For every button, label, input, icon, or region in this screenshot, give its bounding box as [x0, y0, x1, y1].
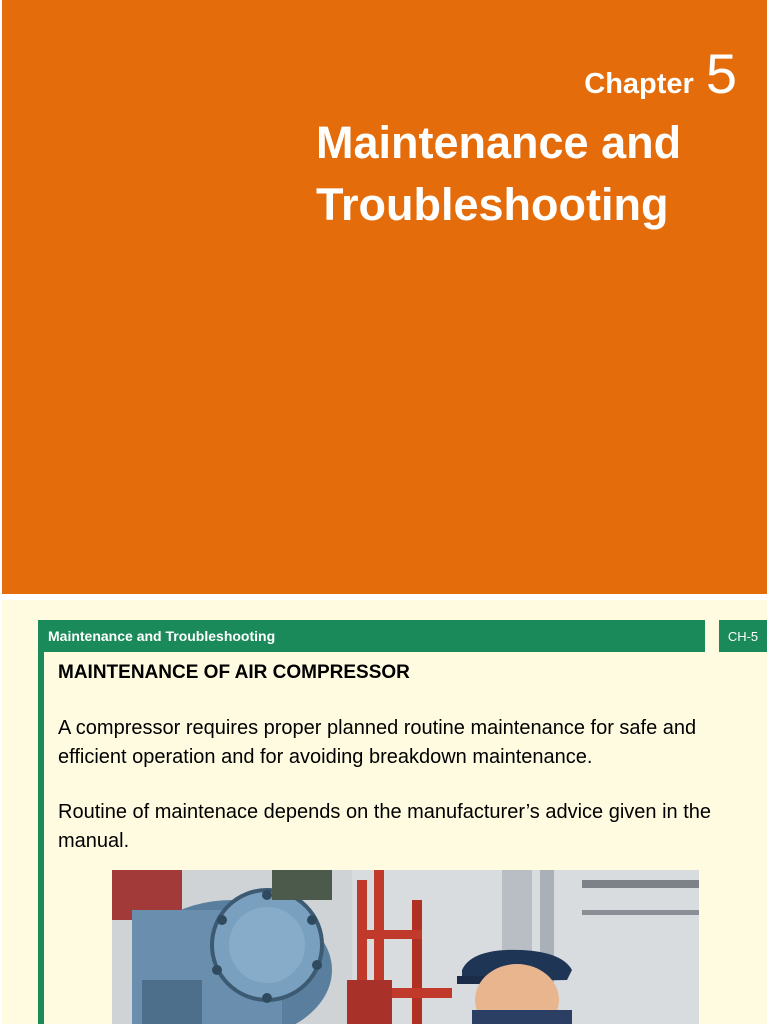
chapter-label: [584, 42, 737, 105]
slide-header-bar: [38, 620, 705, 652]
chapter-number: 5: [705, 42, 737, 105]
chapter-title-line-1: Maintenance and: [316, 117, 682, 168]
chapter-title: [316, 112, 756, 236]
content-slide: [2, 600, 767, 1024]
chapter-word: Chapter: [584, 68, 694, 100]
chapter-badge: CH-5: [719, 620, 767, 652]
chapter-cover-slide: [2, 0, 767, 594]
slide-header-title: Maintenance and Troubleshooting: [48, 628, 276, 644]
left-accent-rule: [38, 652, 44, 1024]
compressor-maintenance-photo: [112, 870, 699, 1024]
photo-illustration: [112, 870, 699, 1024]
chapter-title-line-2: Troubleshooting: [316, 179, 669, 230]
section-heading: MAINTENANCE OF AIR COMPRESSOR: [58, 662, 410, 683]
paragraph-1: A compressor requires proper planned routine maintenance for safe and efficient operation and for avoiding breakdown maintenance.: [58, 717, 697, 768]
paragraph-2: Routine of maintenace depends on the manufacturer’s advice given in the manual.: [58, 801, 712, 852]
